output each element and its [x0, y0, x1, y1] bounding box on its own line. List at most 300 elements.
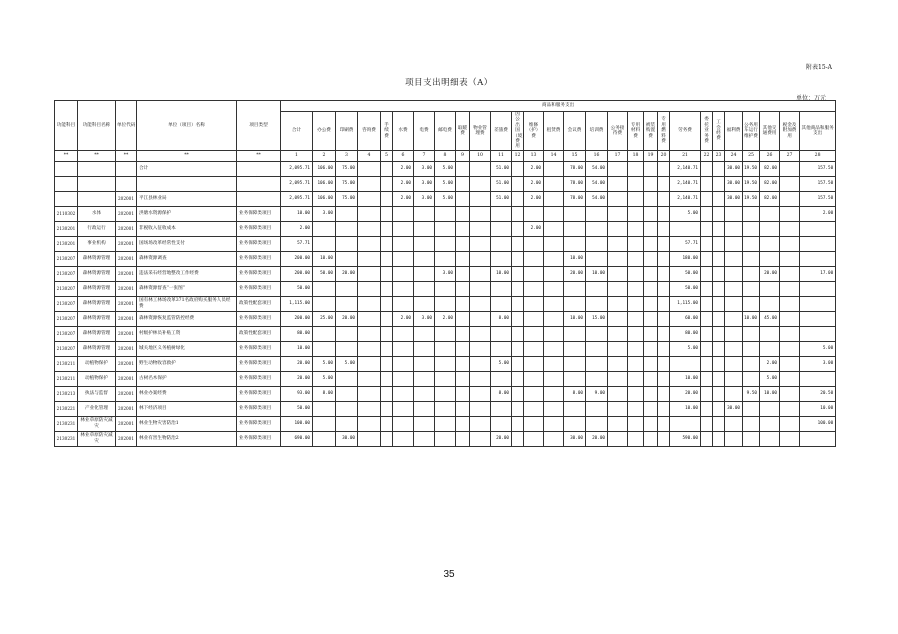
table-cell: [564, 296, 586, 311]
table-cell: 10.00: [800, 401, 836, 416]
table-cell: [393, 386, 414, 401]
table-cell: 业务保障类项目: [237, 311, 281, 326]
index-cell: 9: [456, 150, 470, 161]
table-cell: [381, 371, 393, 386]
col-header-sub: 物业管理费: [470, 112, 491, 151]
table-cell: [358, 176, 381, 191]
table-cell: [381, 416, 393, 431]
table-cell: [336, 221, 358, 236]
table-cell: 国场场改革经常性支付: [137, 236, 237, 251]
table-cell: 106.00: [313, 176, 336, 191]
col-header-sub: 维修（护）费: [524, 112, 544, 151]
table-cell: [435, 281, 456, 296]
table-cell: 60.00: [670, 311, 701, 326]
table-cell: [743, 221, 760, 236]
table-cell: 2,140.71: [670, 176, 701, 191]
table-cell: [658, 221, 670, 236]
table-cell: [491, 236, 512, 251]
table-row: [55, 311, 836, 326]
table-cell: 古树名木保护: [137, 371, 237, 386]
table-cell: 林业草原防灾减灾: [78, 431, 116, 446]
table-cell: [564, 221, 586, 236]
table-cell: 10.00: [586, 266, 608, 281]
table-cell: 78.00: [564, 176, 586, 191]
table-row: [55, 401, 836, 416]
table-cell: [512, 281, 524, 296]
table-body: [55, 161, 836, 446]
table-cell: 20.00: [670, 386, 701, 401]
table-cell: 2.00: [800, 206, 836, 221]
table-cell: [414, 401, 435, 416]
table-cell: [116, 161, 137, 176]
table-cell: 30.00: [725, 191, 743, 206]
table-cell: 动植物保护: [78, 356, 116, 371]
table-cell: 2.00: [393, 161, 414, 176]
table-cell: [743, 341, 760, 356]
table-cell: [701, 401, 713, 416]
col-header-sub: 劳务费: [670, 112, 701, 151]
table-cell: [524, 371, 544, 386]
table-cell: 5.00: [435, 191, 456, 206]
table-cell: [470, 221, 491, 236]
index-cell: 4: [358, 150, 381, 161]
table-cell: [780, 356, 800, 371]
table-cell: [544, 401, 564, 416]
table-cell: [586, 371, 608, 386]
table-cell: 2130207: [55, 341, 78, 356]
table-cell: 2130231: [55, 431, 78, 446]
table-cell: [564, 281, 586, 296]
table-cell: [608, 161, 628, 176]
table-cell: [381, 206, 393, 221]
table-cell: [456, 236, 470, 251]
table-cell: [713, 281, 725, 296]
table-cell: [456, 191, 470, 206]
table-cell: 业务保障类项目: [237, 266, 281, 281]
table-cell: [564, 341, 586, 356]
table-cell: [393, 356, 414, 371]
expenditure-table: [54, 100, 836, 447]
table-cell: [608, 236, 628, 251]
table-cell: [586, 326, 608, 341]
table-cell: [456, 356, 470, 371]
table-cell: 50.00: [313, 266, 336, 281]
table-cell: [435, 341, 456, 356]
table-cell: [725, 281, 743, 296]
table-cell: [644, 266, 658, 281]
table-cell: [644, 431, 658, 446]
table-cell: 9.00: [586, 386, 608, 401]
table-cell: 10.00: [564, 311, 586, 326]
table-cell: 202001: [116, 341, 137, 356]
table-cell: 202001: [116, 311, 137, 326]
table-cell: [628, 386, 644, 401]
table-cell: 57.71: [670, 236, 701, 251]
table-cell: [760, 221, 780, 236]
table-cell: 30.00: [725, 401, 743, 416]
index-cell: 22: [701, 150, 713, 161]
table-cell: [658, 371, 670, 386]
table-cell: [760, 431, 780, 446]
table-cell: [414, 341, 435, 356]
table-cell: [701, 296, 713, 311]
table-cell: [381, 161, 393, 176]
table-cell: [608, 251, 628, 266]
col-header-sub: 邮电费: [435, 112, 456, 151]
table-cell: [713, 371, 725, 386]
table-cell: [512, 431, 524, 446]
table-cell: [743, 281, 760, 296]
table-cell: 157.50: [800, 176, 836, 191]
table-cell: 19.50: [743, 161, 760, 176]
table-cell: 50.00: [281, 281, 313, 296]
table-cell: 30.00: [336, 431, 358, 446]
table-cell: [701, 386, 713, 401]
table-cell: [628, 191, 644, 206]
table-cell: 82.00: [760, 161, 780, 176]
table-cell: [658, 206, 670, 221]
table-cell: [78, 176, 116, 191]
table-cell: [644, 176, 658, 191]
table-cell: 20.00: [564, 266, 586, 281]
table-cell: 2.00: [393, 311, 414, 326]
table-cell: [701, 176, 713, 191]
table-cell: [658, 176, 670, 191]
table-cell: 10.00: [491, 266, 512, 281]
table-cell: [608, 431, 628, 446]
table-cell: [414, 281, 435, 296]
table-cell: [456, 431, 470, 446]
table-cell: [743, 416, 760, 431]
table-cell: [512, 386, 524, 401]
table-cell: [313, 431, 336, 446]
table-row: [55, 356, 836, 371]
table-cell: [358, 326, 381, 341]
table-cell: [586, 356, 608, 371]
table-cell: [435, 236, 456, 251]
table-cell: [800, 326, 836, 341]
table-cell: [743, 401, 760, 416]
table-cell: 2,095.71: [281, 176, 313, 191]
index-cell: 10: [470, 150, 491, 161]
table-cell: [564, 401, 586, 416]
index-cell: **: [137, 150, 237, 161]
index-cell: 23: [713, 150, 725, 161]
table-cell: 1,115.00: [670, 296, 701, 311]
table-cell: 业务保障类项目: [237, 341, 281, 356]
table-cell: [725, 356, 743, 371]
table-cell: [524, 266, 544, 281]
table-cell: [564, 356, 586, 371]
col-header-sub: 取暖费: [456, 112, 470, 151]
table-cell: [644, 281, 658, 296]
table-cell: [644, 326, 658, 341]
col-header-func-name: 功能科目名称: [78, 101, 116, 151]
table-cell: [701, 161, 713, 176]
table-cell: [780, 236, 800, 251]
table-cell: [456, 296, 470, 311]
table-cell: [658, 341, 670, 356]
col-header-sub: 委托业务费: [701, 112, 713, 151]
table-cell: [381, 356, 393, 371]
table-cell: [524, 311, 544, 326]
table-cell: [470, 371, 491, 386]
table-cell: [358, 356, 381, 371]
table-cell: [456, 341, 470, 356]
table-cell: [491, 281, 512, 296]
table-cell: [237, 176, 281, 191]
table-cell: 93.00: [281, 386, 313, 401]
table-cell: 200.00: [281, 311, 313, 326]
table-cell: 202001: [116, 266, 137, 281]
index-cell: 25: [743, 150, 760, 161]
table-cell: 75.00: [336, 176, 358, 191]
table-cell: [713, 296, 725, 311]
table-cell: 10.00: [281, 341, 313, 356]
table-cell: [381, 401, 393, 416]
table-cell: [701, 356, 713, 371]
table-cell: [491, 401, 512, 416]
table-cell: [491, 296, 512, 311]
table-cell: 80.00: [281, 326, 313, 341]
index-cell: 20: [658, 150, 670, 161]
table-cell: [116, 176, 137, 191]
table-cell: [470, 191, 491, 206]
table-cell: [713, 326, 725, 341]
table-cell: [743, 356, 760, 371]
table-cell: 事业机构: [78, 236, 116, 251]
table-cell: [470, 296, 491, 311]
table-cell: [564, 371, 586, 386]
table-cell: [760, 296, 780, 311]
table-cell: 202001: [116, 221, 137, 236]
table-cell: [456, 401, 470, 416]
table-cell: 202001: [116, 401, 137, 416]
table-cell: [670, 356, 701, 371]
table-cell: [512, 191, 524, 206]
index-cell: 5: [381, 150, 393, 161]
table-cell: [608, 191, 628, 206]
table-cell: [137, 176, 237, 191]
index-cell: **: [237, 150, 281, 161]
table-cell: [644, 161, 658, 176]
table-cell: [628, 161, 644, 176]
table-cell: [470, 311, 491, 326]
table-cell: 行政运行: [78, 221, 116, 236]
table-cell: [713, 236, 725, 251]
table-cell: 林业生物灾害防治1: [137, 416, 237, 431]
table-cell: [544, 266, 564, 281]
table-cell: [701, 191, 713, 206]
table-cell: [780, 206, 800, 221]
table-cell: 202001: [116, 371, 137, 386]
table-cell: 5.00: [800, 341, 836, 356]
table-cell: [381, 191, 393, 206]
table-cell: 75.00: [336, 161, 358, 176]
table-cell: [491, 416, 512, 431]
table-cell: [608, 326, 628, 341]
table-cell: 森林资源管理: [78, 281, 116, 296]
table-cell: [414, 251, 435, 266]
table-cell: [780, 296, 800, 311]
table-cell: 森林资源恢复监管防控经费: [137, 311, 237, 326]
table-cell: [628, 311, 644, 326]
table-cell: [800, 221, 836, 236]
table-cell: [435, 296, 456, 311]
table-cell: [512, 311, 524, 326]
table-row: [55, 371, 836, 386]
table-cell: [544, 251, 564, 266]
table-cell: 202001: [116, 386, 137, 401]
table-cell: [780, 281, 800, 296]
table-cell: 180.00: [670, 251, 701, 266]
table-cell: [725, 326, 743, 341]
table-cell: [456, 281, 470, 296]
table-cell: [725, 371, 743, 386]
table-cell: 业务保障类项目: [237, 371, 281, 386]
table-cell: [544, 176, 564, 191]
table-cell: [800, 311, 836, 326]
table-cell: [336, 251, 358, 266]
table-cell: [544, 221, 564, 236]
table-cell: [381, 431, 393, 446]
table-cell: [491, 221, 512, 236]
table-cell: 51.00: [491, 191, 512, 206]
page-number: 35: [443, 569, 455, 580]
table-cell: [628, 266, 644, 281]
table-title: 项目支出明细表（A）: [405, 78, 493, 88]
table-cell: [313, 296, 336, 311]
table-cell: 30.00: [564, 431, 586, 446]
table-cell: [414, 236, 435, 251]
col-header-sub: 咨询费: [358, 112, 381, 151]
table-cell: [760, 206, 780, 221]
table-cell: [456, 206, 470, 221]
table-cell: [760, 341, 780, 356]
table-cell: [628, 176, 644, 191]
table-cell: [435, 431, 456, 446]
index-cell: 26: [760, 150, 780, 161]
table-cell: [658, 191, 670, 206]
table-cell: [512, 341, 524, 356]
table-cell: [358, 311, 381, 326]
table-cell: [701, 221, 713, 236]
table-cell: [358, 386, 381, 401]
table-cell: [435, 221, 456, 236]
table-cell: [414, 431, 435, 446]
table-cell: [701, 416, 713, 431]
table-cell: [512, 206, 524, 221]
table-cell: 100.00: [281, 416, 313, 431]
table-cell: [780, 341, 800, 356]
table-cell: 20.00: [586, 431, 608, 446]
table-cell: [586, 221, 608, 236]
table-cell: 3.00: [414, 191, 435, 206]
table-cell: 2.00: [281, 221, 313, 236]
table-cell: 森林资源督查“一张图”: [137, 281, 237, 296]
table-cell: [524, 326, 544, 341]
table-cell: [780, 401, 800, 416]
table-cell: 51.00: [491, 176, 512, 191]
table-cell: 3.00: [800, 356, 836, 371]
table-cell: 30.00: [725, 176, 743, 191]
table-cell: [393, 431, 414, 446]
table-row: [55, 326, 836, 341]
table-cell: [414, 356, 435, 371]
table-cell: [743, 251, 760, 266]
table-cell: [435, 416, 456, 431]
table-cell: 林业办案经费: [137, 386, 237, 401]
table-cell: 2130211: [55, 356, 78, 371]
table-cell: [524, 296, 544, 311]
table-cell: [512, 161, 524, 176]
table-cell: [544, 311, 564, 326]
table-cell: [336, 401, 358, 416]
table-cell: [713, 206, 725, 221]
table-cell: [456, 386, 470, 401]
table-cell: 20.00: [336, 266, 358, 281]
table-cell: 非税收入征收成本: [137, 221, 237, 236]
table-cell: [470, 251, 491, 266]
table-cell: [358, 236, 381, 251]
table-cell: [760, 281, 780, 296]
table-cell: [55, 161, 78, 176]
table-cell: [608, 311, 628, 326]
table-cell: [780, 251, 800, 266]
table-cell: 林业草原防灾减灾: [78, 416, 116, 431]
table-cell: 产业化管理: [78, 401, 116, 416]
table-cell: [491, 326, 512, 341]
table-cell: [725, 431, 743, 446]
table-cell: 202001: [116, 326, 137, 341]
table-cell: [313, 236, 336, 251]
table-cell: 业务保障类项目: [237, 236, 281, 251]
table-cell: [658, 386, 670, 401]
table-cell: [313, 401, 336, 416]
table-cell: 45.00: [760, 311, 780, 326]
table-cell: [313, 281, 336, 296]
table-cell: [564, 206, 586, 221]
table-cell: [628, 356, 644, 371]
table-cell: [512, 176, 524, 191]
table-cell: [393, 281, 414, 296]
table-cell: [435, 356, 456, 371]
index-cell: 8: [435, 150, 456, 161]
table-cell: [358, 206, 381, 221]
table-cell: [743, 206, 760, 221]
table-cell: [780, 371, 800, 386]
table-cell: [358, 221, 381, 236]
table-cell: [780, 311, 800, 326]
table-cell: [586, 206, 608, 221]
table-cell: [658, 401, 670, 416]
table-cell: 5.00: [670, 341, 701, 356]
table-cell: [586, 401, 608, 416]
table-cell: [393, 326, 414, 341]
table-cell: [336, 386, 358, 401]
table-cell: [713, 161, 725, 176]
table-cell: [358, 281, 381, 296]
table-cell: 动植物保护: [78, 371, 116, 386]
table-cell: [628, 236, 644, 251]
table-cell: [628, 341, 644, 356]
table-cell: [381, 236, 393, 251]
table-cell: [658, 281, 670, 296]
table-cell: 2.00: [524, 161, 544, 176]
table-cell: [358, 296, 381, 311]
table-cell: 合计: [137, 161, 237, 176]
table-cell: [628, 281, 644, 296]
